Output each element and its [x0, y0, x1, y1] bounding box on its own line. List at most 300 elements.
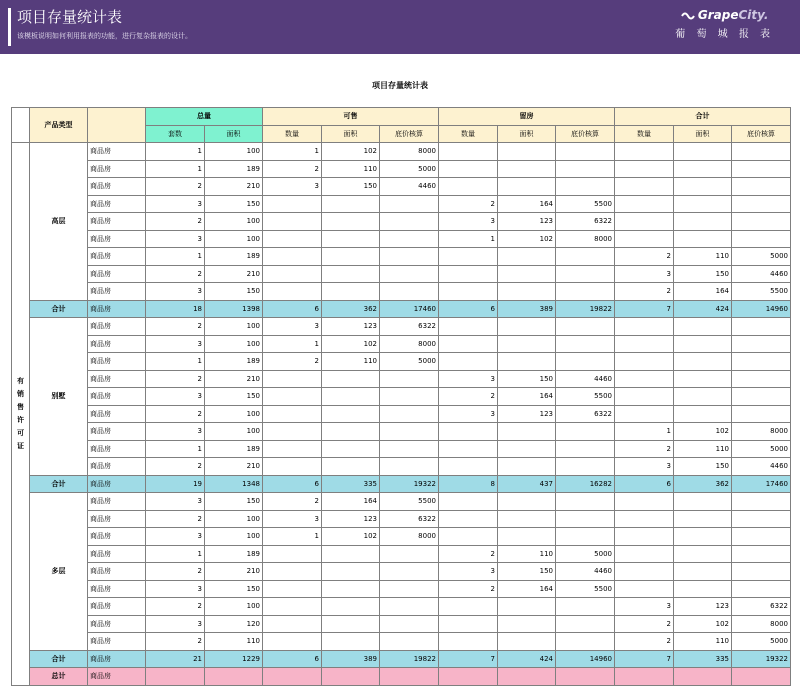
value-cell: 102: [674, 423, 732, 441]
value-cell: 6: [439, 300, 498, 318]
value-cell: [380, 195, 439, 213]
table-row: [12, 318, 791, 336]
value-cell: 2: [146, 370, 205, 388]
table-row: [12, 580, 791, 598]
value-cell: [498, 440, 556, 458]
value-cell: 110: [674, 440, 732, 458]
table-row: [12, 213, 791, 231]
value-cell: [322, 668, 380, 686]
table-row: [12, 248, 791, 266]
value-cell: [439, 598, 498, 616]
value-cell: [439, 615, 498, 633]
column-header: 底价核算: [380, 125, 439, 143]
value-cell: [732, 580, 791, 598]
value-cell: [674, 388, 732, 406]
value-cell: [439, 335, 498, 353]
value-cell: [439, 248, 498, 266]
value-cell: 2: [146, 178, 205, 196]
value-cell: [732, 143, 791, 161]
value-cell: [322, 598, 380, 616]
value-cell: [732, 178, 791, 196]
value-cell: [732, 318, 791, 336]
value-cell: [556, 283, 615, 301]
value-cell: [615, 493, 674, 511]
value-cell: 5500: [556, 195, 615, 213]
value-cell: 14960: [732, 300, 791, 318]
value-cell: 150: [205, 283, 263, 301]
value-cell: 1398: [205, 300, 263, 318]
value-cell: [674, 545, 732, 563]
table-row: [12, 615, 791, 633]
value-cell: [556, 598, 615, 616]
value-cell: 150: [322, 178, 380, 196]
value-cell: 1: [263, 528, 322, 546]
column-header: 面积: [674, 125, 732, 143]
table-row: [12, 388, 791, 406]
value-cell: 3: [146, 283, 205, 301]
value-cell: [732, 370, 791, 388]
value-cell: 123: [322, 510, 380, 528]
value-cell: [732, 493, 791, 511]
value-cell: 3: [146, 528, 205, 546]
subtotal-label: 合计: [30, 475, 88, 493]
value-cell: 3: [146, 195, 205, 213]
table-row: [12, 545, 791, 563]
value-cell: 6: [263, 475, 322, 493]
value-cell: [674, 510, 732, 528]
value-cell: [674, 318, 732, 336]
table-row: [12, 598, 791, 616]
value-cell: [674, 213, 732, 231]
type-cell: 商品房: [88, 440, 146, 458]
header-bar: [0, 0, 800, 54]
value-cell: 100: [205, 510, 263, 528]
product-type-header: 产品类型: [30, 108, 88, 143]
subtotal-label: 合计: [30, 650, 88, 668]
value-cell: 3: [615, 598, 674, 616]
value-cell: 100: [205, 318, 263, 336]
section-name-cell: 别墅: [30, 318, 88, 476]
value-cell: [498, 615, 556, 633]
value-cell: 3: [263, 510, 322, 528]
value-cell: [322, 563, 380, 581]
value-cell: [498, 283, 556, 301]
table-row: [12, 143, 791, 161]
table-row: [12, 440, 791, 458]
value-cell: [322, 615, 380, 633]
value-cell: [498, 668, 556, 686]
value-cell: [322, 230, 380, 248]
value-cell: [498, 318, 556, 336]
type-cell: 商品房: [88, 563, 146, 581]
value-cell: 102: [322, 143, 380, 161]
value-cell: 3: [146, 388, 205, 406]
value-cell: [674, 405, 732, 423]
value-cell: 123: [674, 598, 732, 616]
value-cell: [439, 178, 498, 196]
value-cell: 102: [498, 230, 556, 248]
value-cell: 110: [498, 545, 556, 563]
table-row: [12, 335, 791, 353]
value-cell: [380, 370, 439, 388]
type-cell: 商品房: [88, 650, 146, 668]
value-cell: 5500: [732, 283, 791, 301]
value-cell: [380, 668, 439, 686]
value-cell: [732, 510, 791, 528]
value-cell: [556, 143, 615, 161]
value-cell: 150: [205, 493, 263, 511]
type-cell: 商品房: [88, 195, 146, 213]
value-cell: 4460: [732, 265, 791, 283]
type-cell: 商品房: [88, 668, 146, 686]
value-cell: 100: [205, 335, 263, 353]
type-cell: 商品房: [88, 265, 146, 283]
table-row: [12, 160, 791, 178]
value-cell: 100: [205, 598, 263, 616]
value-cell: [439, 668, 498, 686]
grape-logo-icon: [681, 11, 695, 21]
page-subtitle: 该模板说明如何利用报表的功能，进行复杂报表的设计。: [17, 32, 192, 40]
value-cell: [263, 615, 322, 633]
value-cell: [380, 265, 439, 283]
table-row: [12, 563, 791, 581]
value-cell: 210: [205, 370, 263, 388]
value-cell: 1: [263, 143, 322, 161]
column-header: 面积: [205, 125, 263, 143]
value-cell: 120: [205, 615, 263, 633]
value-cell: [322, 580, 380, 598]
corner-cell: [12, 108, 30, 143]
value-cell: 7: [615, 650, 674, 668]
type-cell: 商品房: [88, 230, 146, 248]
value-cell: 100: [205, 230, 263, 248]
value-cell: [263, 283, 322, 301]
value-cell: [439, 493, 498, 511]
value-cell: 2: [146, 598, 205, 616]
value-cell: [380, 458, 439, 476]
value-cell: 164: [498, 388, 556, 406]
value-cell: 19822: [556, 300, 615, 318]
total-label: 总计: [30, 668, 88, 686]
value-cell: 189: [205, 440, 263, 458]
value-cell: [674, 493, 732, 511]
value-cell: 164: [674, 283, 732, 301]
value-cell: 2: [615, 440, 674, 458]
value-cell: 3: [146, 615, 205, 633]
value-cell: [498, 265, 556, 283]
value-cell: 6322: [556, 405, 615, 423]
value-cell: 2: [146, 265, 205, 283]
value-cell: [732, 545, 791, 563]
value-cell: 210: [205, 178, 263, 196]
total-row: [12, 668, 791, 686]
column-header: 底价核算: [556, 125, 615, 143]
table-row: [12, 458, 791, 476]
value-cell: [615, 545, 674, 563]
subtotal-row: [12, 475, 791, 493]
type-cell: 商品房: [88, 405, 146, 423]
value-cell: 7: [615, 300, 674, 318]
value-cell: 6322: [732, 598, 791, 616]
grapecity-logo[interactable]: [675, 8, 774, 40]
value-cell: 3: [146, 580, 205, 598]
value-cell: [498, 510, 556, 528]
value-cell: 3: [146, 423, 205, 441]
value-cell: [615, 195, 674, 213]
value-cell: 100: [205, 143, 263, 161]
type-cell: 商品房: [88, 493, 146, 511]
value-cell: [380, 230, 439, 248]
value-cell: 110: [674, 248, 732, 266]
value-cell: 2: [146, 563, 205, 581]
value-cell: [732, 195, 791, 213]
value-cell: 6322: [380, 318, 439, 336]
table-row: [12, 528, 791, 546]
type-cell: 商品房: [88, 283, 146, 301]
value-cell: [380, 580, 439, 598]
value-cell: 2: [615, 633, 674, 651]
value-cell: [498, 335, 556, 353]
value-cell: [615, 143, 674, 161]
value-cell: 335: [674, 650, 732, 668]
value-cell: 110: [674, 633, 732, 651]
value-cell: [380, 633, 439, 651]
value-cell: [439, 265, 498, 283]
value-cell: [556, 458, 615, 476]
value-cell: 150: [498, 563, 556, 581]
value-cell: [556, 318, 615, 336]
value-cell: 8000: [732, 615, 791, 633]
value-cell: 16282: [556, 475, 615, 493]
value-cell: [615, 178, 674, 196]
column-header: 套数: [146, 125, 205, 143]
value-cell: 4460: [556, 370, 615, 388]
value-cell: [322, 213, 380, 231]
value-cell: 2: [439, 545, 498, 563]
value-cell: [498, 528, 556, 546]
value-cell: 2: [439, 388, 498, 406]
value-cell: [674, 580, 732, 598]
value-cell: 189: [205, 353, 263, 371]
value-cell: [380, 423, 439, 441]
value-cell: [380, 545, 439, 563]
table-row: [12, 370, 791, 388]
type-cell: 商品房: [88, 370, 146, 388]
value-cell: [556, 353, 615, 371]
column-header: 数量: [439, 125, 498, 143]
value-cell: [263, 248, 322, 266]
value-cell: 3: [439, 370, 498, 388]
table-row: [12, 195, 791, 213]
value-cell: 164: [498, 580, 556, 598]
value-cell: 335: [322, 475, 380, 493]
value-cell: [498, 160, 556, 178]
table-row: [12, 633, 791, 651]
value-cell: 3: [146, 230, 205, 248]
type-cell: 商品房: [88, 423, 146, 441]
value-cell: [205, 668, 263, 686]
value-cell: [615, 213, 674, 231]
value-cell: 150: [205, 580, 263, 598]
value-cell: [732, 353, 791, 371]
logo-text-b: City.: [738, 8, 769, 22]
value-cell: 437: [498, 475, 556, 493]
value-cell: [498, 458, 556, 476]
value-cell: 1229: [205, 650, 263, 668]
table-row: [12, 405, 791, 423]
group-header: 总量: [146, 108, 263, 126]
value-cell: 6: [263, 300, 322, 318]
value-cell: 19322: [732, 650, 791, 668]
value-cell: 362: [322, 300, 380, 318]
value-cell: 1: [146, 353, 205, 371]
value-cell: [322, 195, 380, 213]
value-cell: [439, 633, 498, 651]
value-cell: [556, 615, 615, 633]
value-cell: 6: [263, 650, 322, 668]
license-group-cell: 有销售许可证: [12, 143, 30, 686]
value-cell: [674, 230, 732, 248]
section-name-cell: 多层: [30, 493, 88, 651]
value-cell: 1: [615, 423, 674, 441]
value-cell: [322, 423, 380, 441]
value-cell: [380, 563, 439, 581]
value-cell: 150: [498, 370, 556, 388]
value-cell: 110: [205, 633, 263, 651]
value-cell: 3: [263, 178, 322, 196]
value-cell: [498, 143, 556, 161]
value-cell: 3: [439, 213, 498, 231]
value-cell: 5500: [556, 580, 615, 598]
column-header: 面积: [498, 125, 556, 143]
type-cell: 商品房: [88, 300, 146, 318]
value-cell: [732, 160, 791, 178]
value-cell: 3: [615, 265, 674, 283]
value-cell: 100: [205, 213, 263, 231]
value-cell: [380, 283, 439, 301]
value-cell: [732, 563, 791, 581]
report-table: [11, 107, 791, 686]
spacer-header: [88, 108, 146, 143]
header-row-groups: [12, 108, 791, 126]
report-title: 项目存量统计表: [372, 81, 428, 90]
value-cell: 5000: [556, 545, 615, 563]
value-cell: [732, 213, 791, 231]
value-cell: 3: [439, 405, 498, 423]
value-cell: [322, 545, 380, 563]
value-cell: [498, 633, 556, 651]
value-cell: [674, 335, 732, 353]
page-title: 项目存量统计表: [17, 8, 123, 26]
value-cell: [498, 598, 556, 616]
value-cell: [263, 545, 322, 563]
value-cell: [556, 493, 615, 511]
value-cell: 123: [322, 318, 380, 336]
value-cell: [439, 353, 498, 371]
value-cell: [439, 283, 498, 301]
value-cell: [498, 423, 556, 441]
value-cell: [322, 248, 380, 266]
value-cell: 1: [146, 160, 205, 178]
value-cell: [615, 370, 674, 388]
value-cell: [439, 458, 498, 476]
type-cell: 商品房: [88, 475, 146, 493]
value-cell: 14960: [556, 650, 615, 668]
value-cell: 2: [615, 615, 674, 633]
type-cell: 商品房: [88, 388, 146, 406]
value-cell: 1: [263, 335, 322, 353]
value-cell: 424: [674, 300, 732, 318]
table-row: [12, 510, 791, 528]
value-cell: 1: [146, 440, 205, 458]
value-cell: 19: [146, 475, 205, 493]
value-cell: 100: [205, 405, 263, 423]
value-cell: 2: [146, 405, 205, 423]
value-cell: [263, 423, 322, 441]
value-cell: [556, 440, 615, 458]
value-cell: [263, 598, 322, 616]
value-cell: [146, 668, 205, 686]
value-cell: 210: [205, 265, 263, 283]
value-cell: 102: [322, 528, 380, 546]
value-cell: 17460: [732, 475, 791, 493]
value-cell: [556, 510, 615, 528]
value-cell: 3: [615, 458, 674, 476]
value-cell: [615, 335, 674, 353]
value-cell: [439, 510, 498, 528]
value-cell: [615, 668, 674, 686]
value-cell: [615, 388, 674, 406]
value-cell: 150: [674, 458, 732, 476]
logo-text-a: Grape: [697, 8, 739, 22]
value-cell: 5000: [732, 440, 791, 458]
type-cell: 商品房: [88, 335, 146, 353]
value-cell: [263, 388, 322, 406]
value-cell: 150: [674, 265, 732, 283]
value-cell: [556, 668, 615, 686]
value-cell: 210: [205, 563, 263, 581]
value-cell: 5000: [380, 160, 439, 178]
value-cell: [439, 318, 498, 336]
value-cell: 8: [439, 475, 498, 493]
value-cell: [322, 283, 380, 301]
value-cell: 19822: [380, 650, 439, 668]
value-cell: 6322: [380, 510, 439, 528]
value-cell: [732, 388, 791, 406]
value-cell: 123: [498, 405, 556, 423]
value-cell: 2: [263, 493, 322, 511]
value-cell: [674, 370, 732, 388]
column-header: 数量: [263, 125, 322, 143]
value-cell: [615, 405, 674, 423]
value-cell: [263, 405, 322, 423]
group-header: 留房: [439, 108, 615, 126]
value-cell: 6: [615, 475, 674, 493]
value-cell: 189: [205, 545, 263, 563]
value-cell: 5000: [732, 633, 791, 651]
value-cell: [615, 353, 674, 371]
value-cell: 189: [205, 160, 263, 178]
value-cell: [615, 510, 674, 528]
type-cell: 商品房: [88, 510, 146, 528]
type-cell: 商品房: [88, 615, 146, 633]
value-cell: [380, 248, 439, 266]
value-cell: 2: [615, 248, 674, 266]
value-cell: 100: [205, 528, 263, 546]
table-row: [12, 423, 791, 441]
header-accent: [8, 8, 11, 46]
value-cell: 2: [146, 510, 205, 528]
